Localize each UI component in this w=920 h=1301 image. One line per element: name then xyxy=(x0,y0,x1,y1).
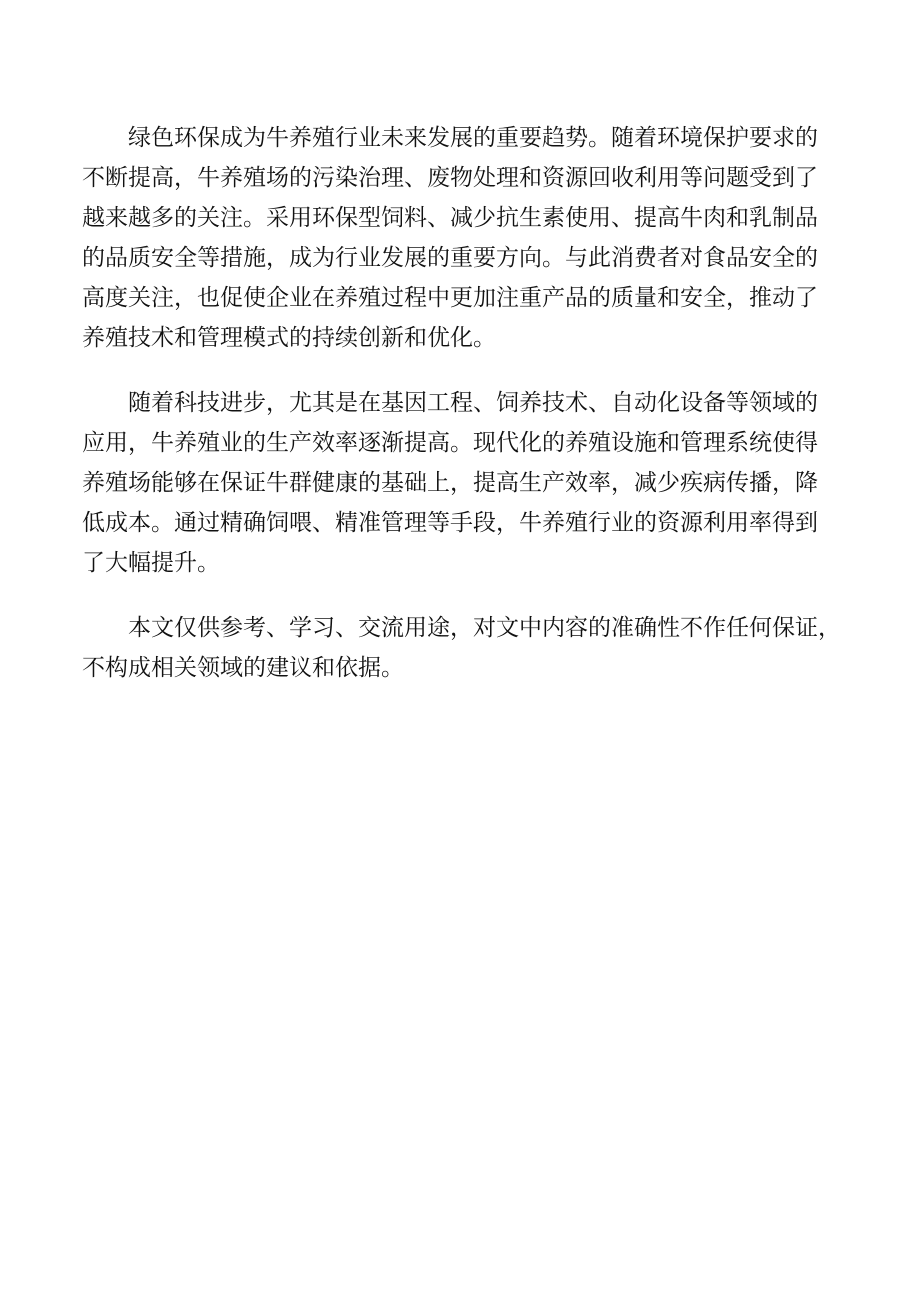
paragraph-line: 不构成相关领域的建议和依据。 xyxy=(82,655,404,681)
paragraph-disclaimer xyxy=(82,608,842,688)
paragraph-line: 不断提高，牛养殖场的污染治理、废物处理和资源回收利用等问题受到了 xyxy=(82,165,818,191)
paragraph-environmental-trend xyxy=(82,118,842,358)
paragraph-line: 绿色环保成为牛养殖行业未来发展的重要趋势。随着环境保护要求的 xyxy=(128,125,818,151)
paragraph-line: 低成本。通过精确饲喂、精准管理等手段，牛养殖行业的资源利用率得到 xyxy=(82,510,818,536)
paragraph-technology-progress xyxy=(82,383,842,583)
paragraph-line: 的品质安全等措施，成为行业发展的重要方向。与此消费者对食品安全的 xyxy=(82,245,818,271)
paragraph-line: 应用，牛养殖业的生产效率逐渐提高。现代化的养殖设施和管理系统使得 xyxy=(82,430,818,456)
paragraph-line: 随着科技进步，尤其是在基因工程、饲养技术、自动化设备等领域的 xyxy=(128,390,818,416)
paragraph-line: 了大幅提升。 xyxy=(82,550,220,576)
paragraph-line: 养殖场能够在保证牛群健康的基础上，提高生产效率，减少疾病传播，降 xyxy=(82,470,818,496)
paragraph-line: 越来越多的关注。采用环保型饲料、减少抗生素使用、提高牛肉和乳制品 xyxy=(82,205,818,231)
paragraph-line: 本文仅供参考、学习、交流用途，对文中内容的准确性不作任何保证， xyxy=(128,615,841,641)
document-body xyxy=(82,118,842,713)
paragraph-line: 养殖技术和管理模式的持续创新和优化。 xyxy=(82,325,496,351)
paragraph-line: 高度关注，也促使企业在养殖过程中更加注重产品的质量和安全，推动了 xyxy=(82,285,818,311)
